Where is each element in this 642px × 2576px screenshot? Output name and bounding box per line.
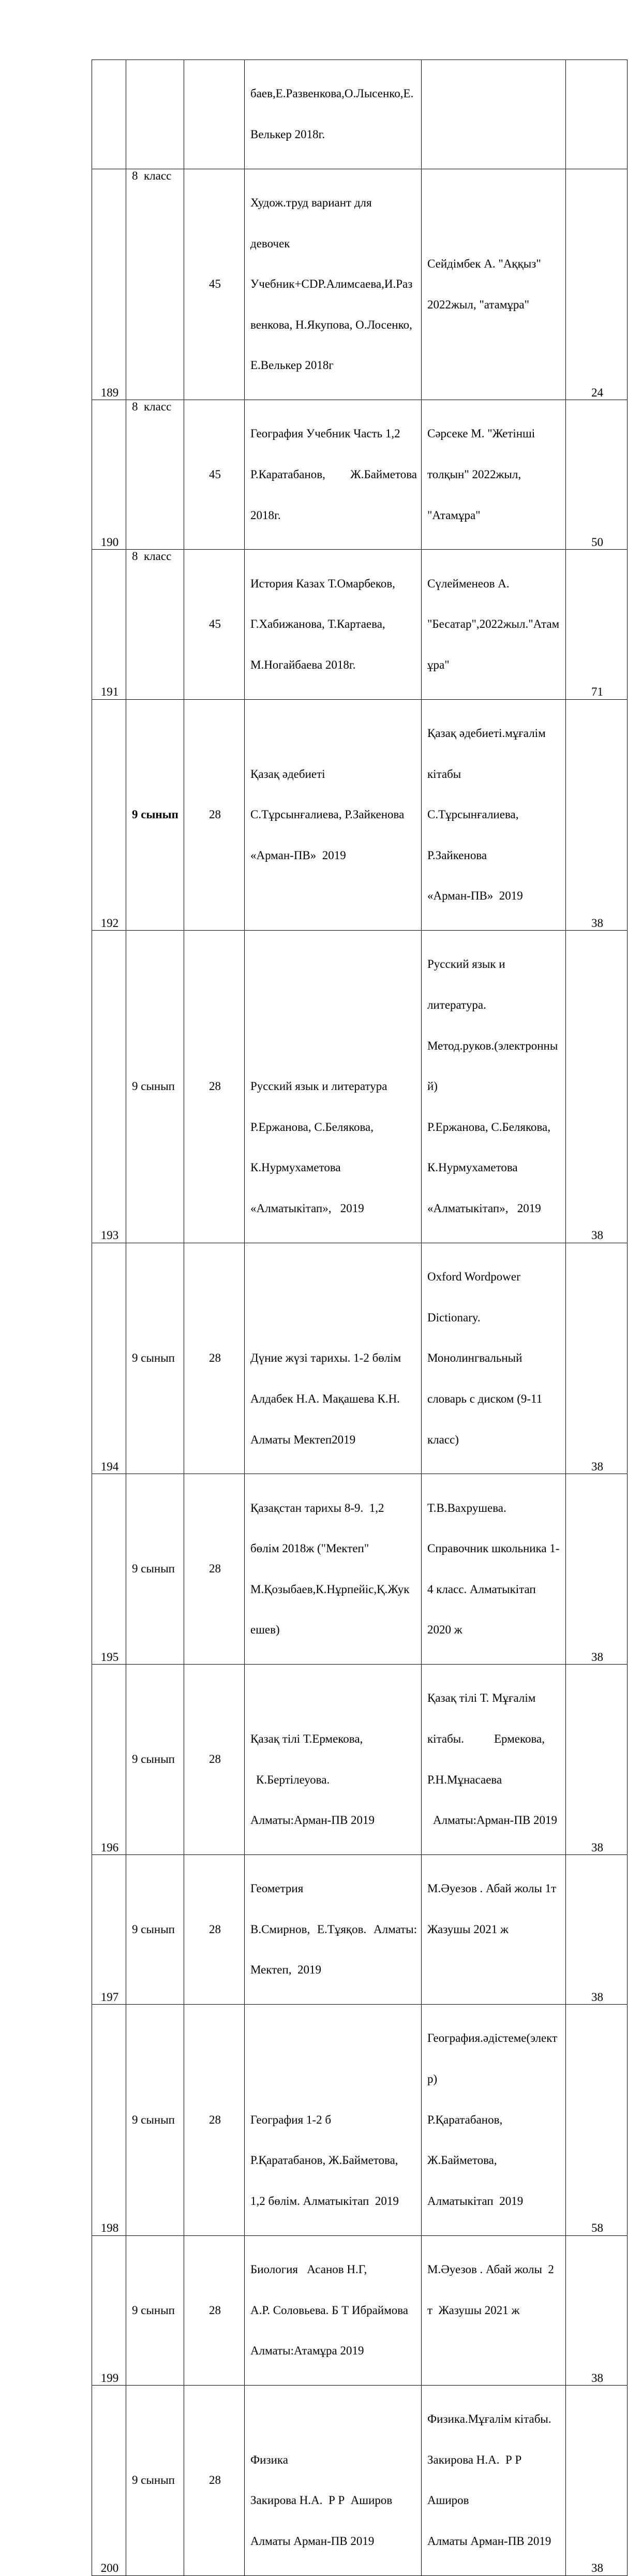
resource-line: «Арман-ПВ» 2019	[427, 889, 523, 903]
row-number: 199	[92, 2235, 126, 2385]
textbook-table	[92, 60, 628, 2576]
textbook-line: Физика	[250, 2453, 288, 2466]
textbook-cell	[245, 60, 422, 169]
resource-line: кітабы. Ермекова,	[427, 1732, 545, 1745]
hours-cell: 45	[184, 550, 245, 699]
quantity-cell: 38	[566, 2235, 628, 2385]
grade-cell: 9 сынып	[126, 2005, 184, 2235]
resource-line: т Жазушы 2021 ж	[427, 2303, 520, 2317]
textbook-cell	[245, 169, 422, 400]
textbook-line: Алматы Мектеп2019	[250, 1433, 356, 1446]
textbook-line: Алматы:Атамұра 2019	[250, 2344, 364, 2358]
textbook-line: Учебник+CDP.Алимсаева,И.Раз	[250, 277, 413, 291]
textbook-line: Худож.труд вариант для	[250, 196, 372, 210]
textbook-cell	[245, 2005, 422, 2235]
table-row	[92, 60, 628, 169]
resource-cell	[422, 1664, 566, 1854]
resource-line: Қазақ әдебиеті.мұғалім	[427, 726, 546, 740]
textbook-line: Биология Асанов Н.Г,	[250, 2262, 367, 2276]
table-row	[92, 400, 628, 550]
resource-line: Ж.Байметова,	[427, 2154, 497, 2167]
resource-cell	[422, 400, 566, 550]
textbook-line: Русский язык и литература	[250, 1080, 387, 1093]
textbook-cell	[245, 2385, 422, 2575]
row-number: 196	[92, 1664, 126, 1854]
hours-cell: 28	[184, 931, 245, 1243]
resource-line: толқын" 2022жыл,	[427, 468, 521, 481]
hours-cell: 28	[184, 2235, 245, 2385]
grade-cell: 9 сынып	[126, 699, 184, 930]
table-row	[92, 1474, 628, 1665]
table-row	[92, 2235, 628, 2385]
resource-cell	[422, 2385, 566, 2575]
resource-line: «Алматыкітап», 2019	[427, 1202, 541, 1215]
table-row	[92, 1243, 628, 1474]
hours-cell: 28	[184, 2005, 245, 2235]
row-number: 191	[92, 550, 126, 699]
textbook-line: К.Бертілеуова.	[256, 1773, 330, 1786]
resource-line: Сейдімбек А. "Аққыз"	[427, 257, 541, 270]
grade-cell	[126, 60, 184, 169]
textbook-line: Р.Ержанова, С.Белякова,	[250, 1120, 374, 1134]
resource-line: "Атамұра"	[427, 508, 481, 522]
grade-cell: 9 сынып	[126, 931, 184, 1243]
textbook-line: М.Ногайбаева 2018г.	[250, 658, 356, 671]
row-number: 200	[92, 2385, 126, 2575]
textbook-line: Закирова Н.А. Р Р Аширов	[250, 2494, 393, 2507]
resource-line: Монолингвальный	[427, 1351, 522, 1365]
resource-line: р)	[427, 2072, 438, 2086]
hours-cell: 28	[184, 2385, 245, 2575]
textbook-line: Геометрия	[250, 1882, 304, 1895]
grade-cell: 9 сынып	[126, 1474, 184, 1665]
quantity-cell: 38	[566, 1854, 628, 2004]
textbook-line: В.Смирнов, Е.Тұяқов. Алматы:	[250, 1922, 417, 1936]
resource-line: Р.Зайкенова	[427, 848, 487, 862]
table-row	[92, 550, 628, 699]
hours-cell: 28	[184, 1854, 245, 2004]
table-row	[92, 2005, 628, 2235]
resource-line: 4 класс. Алматыкітап	[427, 1582, 536, 1596]
resource-line: М.Әуезов . Абай жолы 2	[427, 2262, 554, 2276]
quantity-cell: 24	[566, 169, 628, 400]
row-number: 193	[92, 931, 126, 1243]
textbook-line: Мектеп, 2019	[250, 1963, 322, 1977]
quantity-cell	[566, 60, 628, 169]
row-number: 192	[92, 699, 126, 930]
textbook-line: Велькер 2018г.	[250, 128, 325, 141]
textbook-line: С.Тұрсынғалиева, Р.Зайкенова	[250, 808, 405, 821]
textbook-cell	[245, 1243, 422, 1474]
grade-cell: 9 сынып	[126, 2385, 184, 2575]
grade-cell: 9 сынып	[126, 1854, 184, 2004]
resource-line: словарь с диском (9-11	[427, 1392, 543, 1405]
resource-line: 2022жыл, "атамұра"	[427, 298, 530, 311]
resource-cell	[422, 60, 566, 169]
hours-cell: 28	[184, 1474, 245, 1665]
hours-cell: 45	[184, 400, 245, 550]
resource-line: 2020 ж	[427, 1623, 462, 1637]
textbook-line: баев,Е.Развенкова,О.Лысенко,Е.	[250, 87, 414, 100]
table-row	[92, 699, 628, 930]
table-row	[92, 2385, 628, 2575]
resource-cell	[422, 550, 566, 699]
resource-line: Метод.руков.(электронны	[427, 1039, 558, 1052]
resource-line: К.Нурмухаметова	[427, 1161, 518, 1174]
resource-line: Сүлейменеов А.	[427, 577, 510, 590]
resource-line: Oxford Wordpower	[427, 1270, 520, 1284]
textbook-line: Қазақстан тарихы 8-9. 1,2	[250, 1501, 384, 1514]
resource-line: Русский язык и	[427, 958, 505, 971]
textbook-line: М.Қозыбаев,К.Нұрпейіс,Қ.Жук	[250, 1582, 410, 1596]
resource-cell	[422, 931, 566, 1243]
grade-cell: 9 сынып	[126, 1243, 184, 1474]
resource-line: Dictionary.	[427, 1311, 481, 1324]
resource-line: М.Әуезов . Абай жолы 1т	[427, 1882, 557, 1895]
textbook-line: Дүние жүзі тарихы. 1-2 бөлім	[250, 1351, 401, 1365]
textbook-line: Қазақ әдебиеті	[250, 767, 325, 781]
textbook-cell	[245, 1854, 422, 2004]
resource-line: литература.	[427, 998, 486, 1012]
textbook-line: Алматы Арман-ПВ 2019	[250, 2534, 375, 2548]
textbook-line: девочек	[250, 237, 290, 250]
textbook-line: «Арман-ПВ» 2019	[250, 848, 346, 862]
quantity-cell: 58	[566, 2005, 628, 2235]
textbook-line: 2018г.	[250, 508, 281, 522]
textbook-cell	[245, 400, 422, 550]
textbook-line: Р.Каратабанов, Ж.Байметова	[250, 468, 417, 481]
resource-cell	[422, 169, 566, 400]
resource-line: ұра"	[427, 658, 450, 671]
resource-line: Сәрсеке М. "Жетінші	[427, 427, 535, 440]
grade-cell: 8 класс	[126, 169, 184, 400]
row-number: 189	[92, 169, 126, 400]
resource-cell	[422, 1243, 566, 1474]
textbook-cell	[245, 2235, 422, 2385]
row-number	[92, 60, 126, 169]
textbook-line: К.Нурмухаметова	[250, 1161, 341, 1174]
textbook-line: Алдабек Н.А. Мақашева К.Н.	[250, 1392, 400, 1405]
resource-line: Аширов	[427, 2494, 469, 2507]
textbook-line: Г.Хабижанова, Т.Картаева,	[250, 617, 385, 631]
resource-line: География.әдістеме(элект	[427, 2032, 558, 2045]
textbook-line: Алматы:Арман-ПВ 2019	[250, 1814, 375, 1827]
textbook-line: 1,2 бөлім. Алматыкітап 2019	[250, 2194, 399, 2207]
hours-cell: 45	[184, 169, 245, 400]
row-number: 194	[92, 1243, 126, 1474]
resource-cell	[422, 2005, 566, 2235]
quantity-cell: 38	[566, 1474, 628, 1665]
textbook-line: География 1-2 б	[250, 2113, 332, 2126]
grade-cell: 9 сынып	[126, 1664, 184, 1854]
grade-cell: 8 класс	[126, 400, 184, 550]
grade-cell: 8 класс	[126, 550, 184, 699]
hours-cell: 28	[184, 699, 245, 930]
resource-line: Жазушы 2021 ж	[427, 1922, 509, 1936]
resource-line: Қазақ тілі Т. Мұғалім	[427, 1691, 536, 1705]
textbook-cell	[245, 1664, 422, 1854]
resource-cell	[422, 1474, 566, 1665]
textbook-line: География Учебник Часть 1,2	[250, 427, 400, 440]
textbook-cell	[245, 1474, 422, 1665]
resource-line: Алматы Арман-ПВ 2019	[427, 2534, 551, 2548]
hours-cell: 28	[184, 1664, 245, 1854]
quantity-cell: 71	[566, 550, 628, 699]
resource-line: Алматы:Арман-ПВ 2019	[433, 1814, 558, 1827]
resource-line: Р.Н.Мұнасаева	[427, 1773, 502, 1786]
resource-line: кітабы	[427, 767, 461, 781]
quantity-cell: 38	[566, 2385, 628, 2575]
resource-line: Закирова Н.А. Р Р	[427, 2453, 522, 2466]
table-row	[92, 169, 628, 400]
textbook-cell	[245, 931, 422, 1243]
resource-line: Р.Ержанова, С.Белякова,	[427, 1120, 550, 1134]
quantity-cell: 38	[566, 1664, 628, 1854]
quantity-cell: 38	[566, 931, 628, 1243]
resource-line: "Бесатар",2022жыл."Атам	[427, 617, 560, 631]
textbook-line: «Алматыкітап», 2019	[250, 1202, 364, 1215]
quantity-cell: 38	[566, 699, 628, 930]
resource-line: класс)	[427, 1433, 459, 1446]
resource-line: Алматыкітап 2019	[427, 2194, 524, 2207]
resource-cell	[422, 1854, 566, 2004]
resource-cell	[422, 2235, 566, 2385]
hours-cell	[184, 60, 245, 169]
row-number: 198	[92, 2005, 126, 2235]
textbook-line: Қазақ тілі Т.Ермекова,	[250, 1732, 363, 1745]
textbook-line: бөлім 2018ж ("Мектеп"	[250, 1542, 369, 1555]
textbook-line: венкова, Н.Якупова, О.Лосенко,	[250, 318, 412, 331]
resource-line: Т.В.Вахрушева.	[427, 1501, 506, 1514]
textbook-line: Р.Қаратабанов, Ж.Байметова,	[250, 2154, 398, 2167]
textbook-cell	[245, 699, 422, 930]
textbook-line: История Казах Т.Омарбеков,	[250, 577, 395, 590]
quantity-cell: 38	[566, 1243, 628, 1474]
quantity-cell: 50	[566, 400, 628, 550]
textbook-line: А.Р. Соловьева. Б Т Ибраймова	[250, 2303, 409, 2317]
textbook-cell	[245, 550, 422, 699]
hours-cell: 28	[184, 1243, 245, 1474]
row-number: 190	[92, 400, 126, 550]
resource-line: Справочник школьника 1-	[427, 1542, 560, 1555]
resource-cell	[422, 699, 566, 930]
textbook-line: ешев)	[250, 1623, 280, 1637]
grade-cell: 9 сынып	[126, 2235, 184, 2385]
resource-line: Физика.Мұғалім кітабы.	[427, 2412, 551, 2426]
row-number: 197	[92, 1854, 126, 2004]
resource-line: Р.Қаратабанов,	[427, 2113, 503, 2126]
table-row	[92, 931, 628, 1243]
row-number: 195	[92, 1474, 126, 1665]
textbook-line: Е.Велькер 2018г	[250, 359, 334, 372]
table-row	[92, 1854, 628, 2004]
resource-line: й)	[427, 1080, 438, 1093]
resource-line: С.Тұрсынғалиева,	[427, 808, 519, 821]
table-row	[92, 1664, 628, 1854]
